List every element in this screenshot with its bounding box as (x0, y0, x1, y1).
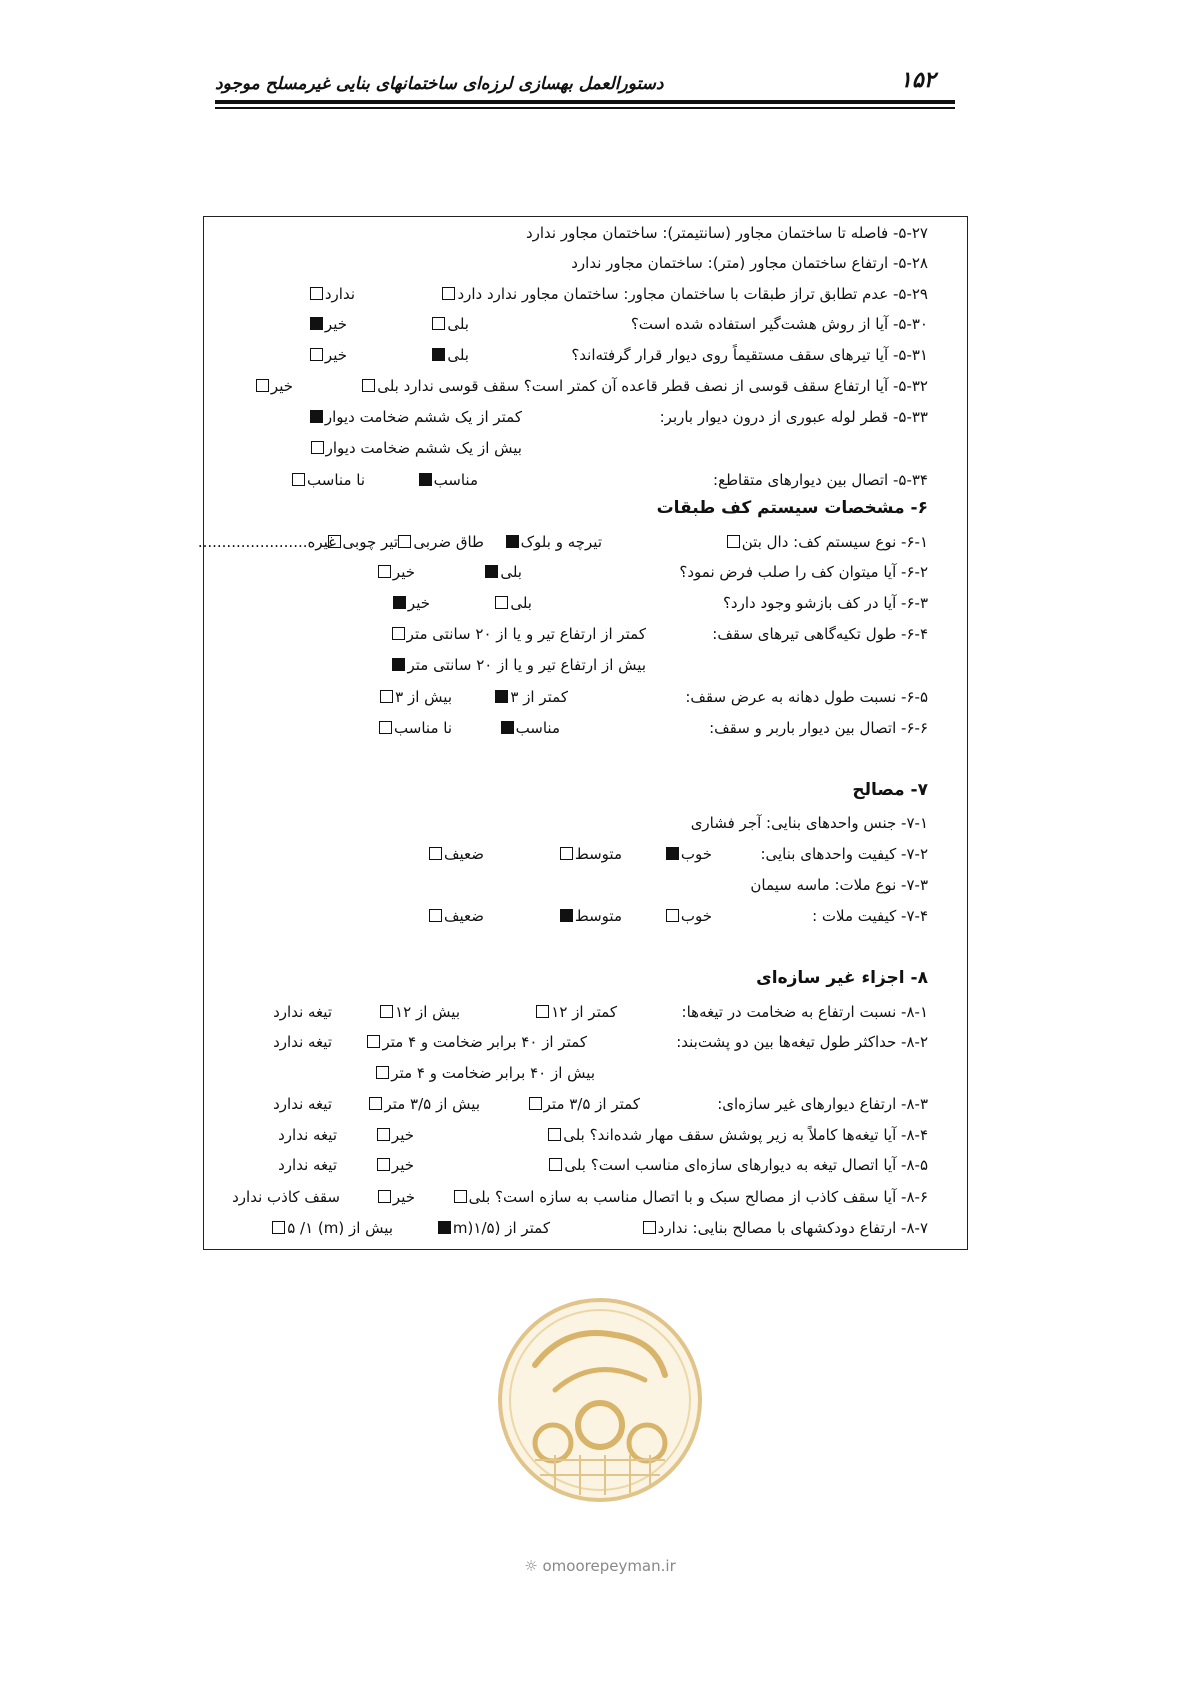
option-7-2-good: خوب (664, 844, 712, 864)
checkbox-5-29-no[interactable] (310, 287, 323, 300)
checkbox-8-3-less[interactable] (529, 1097, 542, 1110)
checkbox-6-6-proper[interactable] (501, 721, 514, 734)
option-6-1-timber: تیر چوبی (326, 532, 398, 552)
option-6-4-less: کمتر از ارتفاع تیر و یا از ۲۰ سانتی متر (390, 624, 646, 644)
option-8-3-more: بیش از ۳/۵ متر (367, 1094, 480, 1114)
option-8-1-less: کمتر از ۱۲ (534, 1002, 617, 1022)
option-8-5-no: خیر (375, 1155, 414, 1175)
option-8-1-more: بیش از ۱۲ (378, 1002, 460, 1022)
header-rule-thin (215, 107, 955, 109)
checkbox-7-4-good[interactable] (666, 909, 679, 922)
checkbox-6-4-less[interactable] (392, 627, 405, 640)
checkbox-6-1-joist[interactable] (506, 535, 519, 548)
option-8-6-no: خیر (376, 1187, 415, 1207)
checkbox-8-5-yes[interactable] (549, 1158, 562, 1171)
item-8-7: ۸-۷- ارتفاع دودکشهای با مصالح بنایی: ندارد (641, 1218, 928, 1238)
option-5-33-more: بیش از یک ششم ضخامت دیوار (309, 438, 522, 458)
section-6-heading: ۶- مشخصات سیستم کف طبقات (656, 498, 928, 518)
item-5-30: ۵-۳۰- آیا از روش هشت‌گیر استفاده شده است؟ (630, 315, 928, 333)
item-5-31: ۵-۳۱- آیا تیرهای سقف مستقیماً روی دیوار قرار گرفته‌اند؟ (571, 346, 928, 364)
item-6-5: ۶-۵- نسبت طول دهانه به عرض سقف: (685, 688, 928, 706)
option-8-7-less: کمتر از (۱/۵(m (436, 1218, 550, 1238)
item-5-32: ۵-۳۲- آیا ارتفاع سقف قوسی از نصف قطر قاعده آن کمتر است؟ سقف قوسی ندارد بلی (360, 376, 928, 396)
option-5-34-proper: مناسب (417, 470, 478, 490)
item-8-6: ۸-۶- آیا سقف کاذب از مصالح سبک و با اتصال مناسب به سازه است؟ بلی (452, 1187, 928, 1207)
checkbox-5-32-yes[interactable] (362, 379, 375, 392)
checkbox-8-5-no[interactable] (377, 1158, 390, 1171)
item-8-5: ۸-۵- آیا اتصال تیغه به دیوارهای سازه‌ای مناسب است؟ بلی (547, 1155, 928, 1175)
checkbox-6-5-less[interactable] (495, 690, 508, 703)
option-6-3-yes: بلی (493, 593, 532, 613)
page-number: ۱۵۲ (900, 68, 936, 93)
option-6-6-improper: نا مناسب (377, 718, 452, 738)
checkbox-7-4-weak[interactable] (429, 909, 442, 922)
checkbox-6-1-concrete[interactable] (727, 535, 740, 548)
checkbox-5-29-yes[interactable] (442, 287, 455, 300)
item-8-2: ۸-۲- حداکثر طول تیغه‌ها بین دو پشت‌بند: (676, 1033, 928, 1051)
item-6-4: ۶-۴- طول تکیه‌گاهی تیرهای سقف: (712, 625, 928, 643)
option-6-1-jack-arch: طاق ضربی (396, 532, 484, 552)
item-7-1: ۷-۱- جنس واحدهای بنایی: آجر فشاری (690, 814, 928, 832)
option-5-30-yes: بلی (430, 314, 469, 334)
watermark-url: ☼ omoorepeyman.ir (524, 1557, 676, 1575)
item-6-2: ۶-۲- آیا میتوان کف را صلب فرض نمود؟ (679, 563, 928, 581)
checkbox-6-2-yes[interactable] (485, 565, 498, 578)
checkbox-7-2-medium[interactable] (560, 847, 573, 860)
checkbox-6-3-no[interactable] (393, 596, 406, 609)
checkbox-5-33-more[interactable] (311, 441, 324, 454)
checkbox-6-1-jack-arch[interactable] (398, 535, 411, 548)
item-6-1: ۶-۱- نوع سیستم کف: دال بتن (725, 532, 928, 552)
page-header-title: دستورالعمل بهسازی لرزه‌ای ساختمانهای بنایی غیرمسلح موجود (215, 74, 664, 94)
checkbox-5-30-yes[interactable] (432, 317, 445, 330)
checkbox-6-3-yes[interactable] (495, 596, 508, 609)
item-7-2: ۷-۲- کیفیت واحدهای بنایی: (760, 845, 928, 863)
option-5-31-yes: بلی (430, 345, 469, 365)
checkbox-5-32-no[interactable] (256, 379, 269, 392)
item-5-28: ۵-۲۸- ارتفاع ساختمان مجاور (متر): ساختمان مجاور ندارد (571, 254, 928, 272)
item-5-29: ۵-۲۹- عدم تطابق تراز طبقات با ساختمان مجاور: ساختمان مجاور ندارد دارد (440, 284, 928, 304)
checkbox-6-5-more[interactable] (380, 690, 393, 703)
option-7-4-good: خوب (664, 906, 712, 926)
option-8-3-none: تیغه ندارد (273, 1095, 332, 1113)
option-8-2-more: بیش از ۴۰ برابر ضخامت و ۴ متر (374, 1063, 595, 1083)
option-8-7-more: بیش از (m) ۵ /۱ (270, 1218, 393, 1238)
option-5-32-no: خیر (254, 376, 293, 396)
checkbox-6-2-no[interactable] (378, 565, 391, 578)
option-8-1-none: تیغه ندارد (273, 1003, 332, 1021)
option-6-5-more: بیش از ۳ (378, 687, 452, 707)
section-7-heading: ۷- مصالح (852, 780, 928, 800)
checkbox-7-2-good[interactable] (666, 847, 679, 860)
option-6-4-more: بیش از ارتفاع تیر و یا از ۲۰ سانتی متر (390, 655, 646, 675)
checkbox-8-2-less[interactable] (367, 1035, 380, 1048)
option-8-4-no: خیر (375, 1125, 414, 1145)
option-8-2-less: کمتر از ۴۰ برابر ضخامت و ۴ متر (365, 1032, 587, 1052)
option-6-2-no: خیر (376, 562, 415, 582)
checkbox-5-31-no[interactable] (310, 348, 323, 361)
checkbox-8-7-less[interactable] (438, 1221, 451, 1234)
item-5-27: ۵-۲۷- فاصله تا ساختمان مجاور (سانتیمتر): ساختمان مجاور ندارد (525, 224, 928, 242)
option-8-3-less: کمتر از ۳/۵ متر (527, 1094, 640, 1114)
option-7-4-weak: ضعیف (427, 906, 484, 926)
option-6-1-joist: تیرچه و بلوک (504, 532, 602, 552)
checkbox-5-31-yes[interactable] (432, 348, 445, 361)
header-rule-thick (215, 100, 955, 104)
checkbox-6-4-more[interactable] (392, 658, 405, 671)
checkbox-8-1-less[interactable] (536, 1005, 549, 1018)
checkbox-5-33-less[interactable] (310, 410, 323, 423)
checkbox-5-34-proper[interactable] (419, 473, 432, 486)
item-7-3: ۷-۳- نوع ملات: ماسه سیمان (750, 876, 928, 894)
option-5-34-improper: نا مناسب (290, 470, 365, 490)
item-8-3: ۸-۳- ارتفاع دیوارهای غیر سازه‌ای: (717, 1095, 928, 1113)
option-8-5-none: تیغه ندارد (278, 1156, 337, 1174)
section-8-heading: ۸- اجزاء غیر سازه‌ای (756, 968, 928, 988)
option-8-2-none: تیغه ندارد (273, 1033, 332, 1051)
option-8-4-none: تیغه ندارد (278, 1126, 337, 1144)
checkbox-8-7-none[interactable] (643, 1221, 656, 1234)
option-6-6-proper: مناسب (499, 718, 560, 738)
checkbox-8-1-more[interactable] (380, 1005, 393, 1018)
checkbox-7-2-weak[interactable] (429, 847, 442, 860)
option-6-3-no: خیر (391, 593, 430, 613)
item-6-6: ۶-۶- اتصال بین دیوار باربر و سقف: (709, 719, 928, 737)
item-5-33: ۵-۳۳- قطر لوله عبوری از درون دیوار باربر: (659, 408, 928, 426)
option-7-2-weak: ضعیف (427, 844, 484, 864)
checkbox-8-6-no[interactable] (378, 1190, 391, 1203)
option-5-29-no: ندارد (308, 284, 355, 304)
option-5-33-less: کمتر از یک ششم ضخامت دیوار (308, 407, 522, 427)
option-5-30-no: خیر (308, 314, 347, 334)
option-6-5-less: کمتر از ۳ (493, 687, 568, 707)
checkbox-8-3-more[interactable] (369, 1097, 382, 1110)
item-6-3: ۶-۳- آیا در کف بازشو وجود دارد؟ (722, 594, 928, 612)
checkbox-5-34-improper[interactable] (292, 473, 305, 486)
item-5-34: ۵-۳۴- اتصال بین دیوارهای متقاطع: (713, 471, 928, 489)
item-8-4: ۸-۴- آیا تیغه‌ها کاملاً به زیر پوشش سقف مهار شده‌اند؟ بلی (546, 1125, 928, 1145)
checkbox-5-30-no[interactable] (310, 317, 323, 330)
option-7-4-medium: متوسط (558, 906, 622, 926)
option-6-2-yes: بلی (483, 562, 522, 582)
checkbox-8-4-no[interactable] (377, 1128, 390, 1141)
option-7-2-medium: متوسط (558, 844, 622, 864)
omoore-peyman-logo (495, 1295, 705, 1505)
checkbox-8-2-more[interactable] (376, 1066, 389, 1079)
checkbox-8-7-more[interactable] (272, 1221, 285, 1234)
checkbox-8-4-yes[interactable] (548, 1128, 561, 1141)
item-8-1: ۸-۱- نسبت ارتفاع به ضخامت در تیغه‌ها: (681, 1003, 928, 1021)
option-6-1-other: غیره....................... (197, 533, 336, 551)
option-8-6-none: سقف کاذب ندارد (232, 1188, 340, 1206)
checkbox-6-6-improper[interactable] (379, 721, 392, 734)
option-5-31-no: خیر (308, 345, 347, 365)
checkbox-8-6-yes[interactable] (454, 1190, 467, 1203)
checkbox-7-4-medium[interactable] (560, 909, 573, 922)
item-7-4: ۷-۴- کیفیت ملات : (812, 907, 928, 925)
